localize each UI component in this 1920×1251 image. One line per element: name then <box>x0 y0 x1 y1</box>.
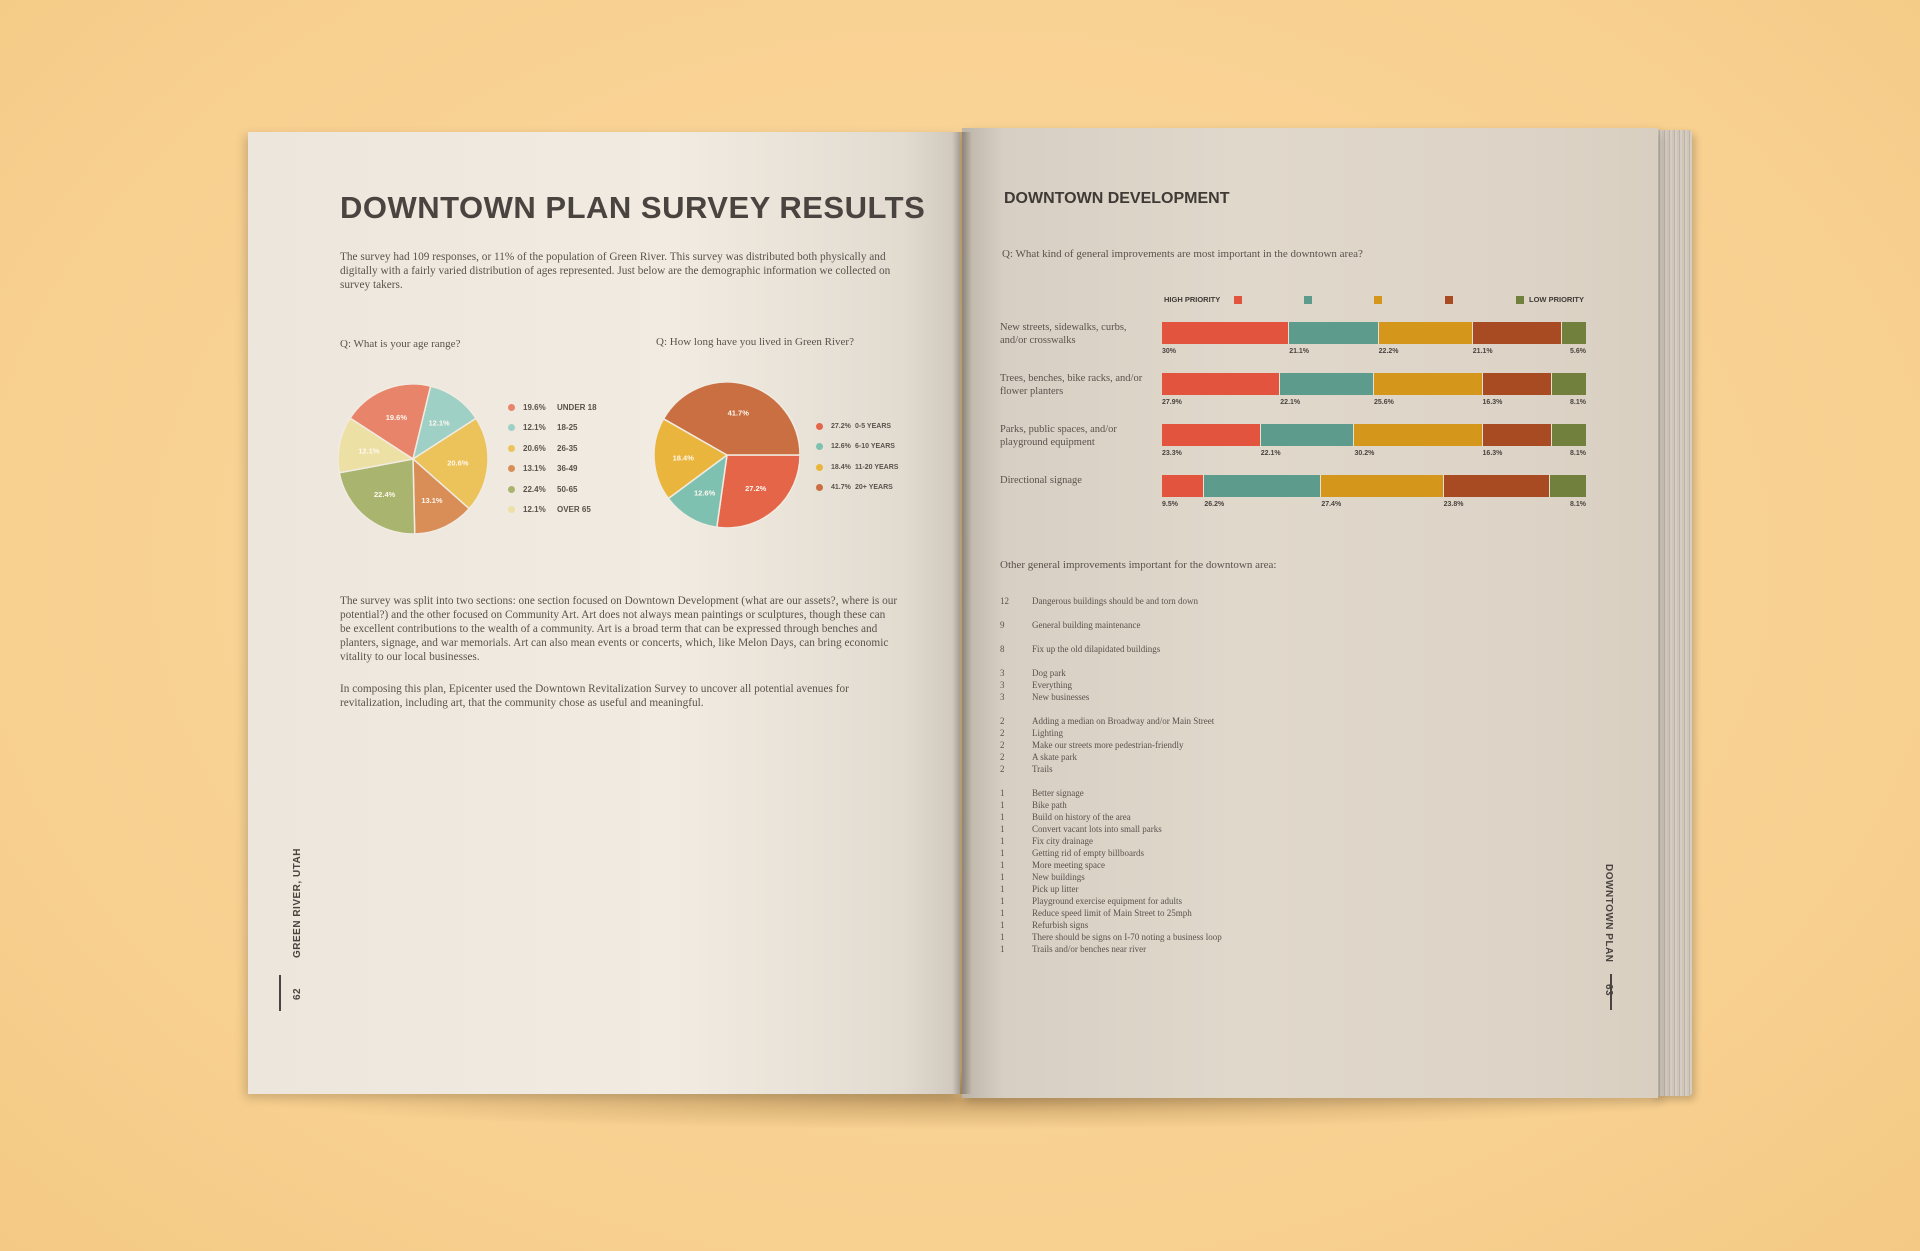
legend-dot <box>508 404 515 411</box>
bar-value-label: 25.6% <box>1374 399 1394 406</box>
list-item <box>1000 907 1222 919</box>
stacked-bar <box>1162 322 1586 344</box>
legend-label: 6-10 YEARS <box>855 443 895 451</box>
list-spacer <box>1000 607 1222 619</box>
list-item-text: Bike path <box>1032 800 1067 810</box>
list-item-count: 2 <box>1000 716 1005 726</box>
page-title: DOWNTOWN PLAN SURVEY RESULTS <box>340 190 926 225</box>
list-item-count: 1 <box>1000 932 1005 942</box>
bar-value-labels <box>1162 348 1586 360</box>
bar-category-line: New streets, sidewalks, curbs, <box>1000 322 1127 333</box>
bar-segment <box>1354 424 1482 446</box>
legend-dot <box>508 424 515 431</box>
legend-high-label: HIGH PRIORITY <box>1164 295 1221 304</box>
legend-dot <box>508 506 515 513</box>
bar-category-label <box>1000 474 1150 487</box>
bar-value-label: 27.4% <box>1321 501 1342 508</box>
list-item <box>1000 751 1222 763</box>
bar-value-labels <box>1162 450 1586 462</box>
improvements-list <box>1000 595 1222 955</box>
list-item-text: General building maintenance <box>1032 620 1141 630</box>
list-item <box>1000 835 1222 847</box>
list-item-count: 1 <box>1000 944 1005 954</box>
list-spacer <box>1000 655 1222 667</box>
list-item-text: A skate park <box>1032 752 1077 762</box>
sections-paragraph <box>340 594 940 664</box>
legend-entry <box>816 457 898 478</box>
footer-section-label: GREEN RIVER, UTAH <box>292 848 303 958</box>
priority-legend <box>1164 295 1584 307</box>
paragraph-line: vitality to our local businesses. <box>340 651 480 663</box>
bar-segment <box>1162 475 1204 497</box>
list-item-count: 1 <box>1000 896 1005 906</box>
paragraph-line: The survey was split into two sections: one section focused on Downtown Development (what are our assets?, where is our <box>340 595 898 607</box>
list-item-text: Everything <box>1032 680 1072 690</box>
paragraph-line: In composing this plan, Epicenter used the Downtown Revitalization Survey to uncover all potential avenues for <box>340 683 849 695</box>
list-item-count: 2 <box>1000 740 1005 750</box>
age-legend <box>508 397 597 520</box>
list-item <box>1000 619 1222 631</box>
bar-category-label <box>1000 372 1150 398</box>
list-spacer <box>1000 631 1222 643</box>
list-item <box>1000 667 1222 679</box>
list-item-text: More meeting space <box>1032 860 1105 870</box>
bar-category-line: Directional signage <box>1000 475 1082 486</box>
legend-entry <box>508 459 597 480</box>
legend-value: 22.4% <box>523 484 546 494</box>
list-item <box>1000 883 1222 895</box>
legend-value: 12.1% <box>523 423 546 433</box>
list-item-count: 12 <box>1000 596 1009 606</box>
list-item <box>1000 715 1222 727</box>
list-item-count: 9 <box>1000 620 1005 630</box>
bar-value-label: 22.1% <box>1280 399 1301 406</box>
list-item-count: 3 <box>1000 692 1005 702</box>
pie-slice-label: 27.2% <box>745 484 767 494</box>
bar-value-label: 5.6% <box>1570 348 1586 355</box>
bar-value-label: 9.5% <box>1162 501 1178 508</box>
bar-value-label: 30% <box>1162 348 1177 355</box>
intro-line: The survey had 109 responses, or 11% of the population of Green River. This survey was distributed both physically and <box>340 251 886 263</box>
methodology-paragraph <box>340 682 940 710</box>
list-item <box>1000 823 1222 835</box>
left-page <box>248 132 960 1094</box>
legend-dot <box>816 484 823 491</box>
bar-value-label: 16.3% <box>1482 399 1503 406</box>
legend-value: 19.6% <box>523 402 546 412</box>
list-item-text: Make our streets more pedestrian-friendly <box>1032 740 1184 750</box>
other-improvements-heading: Other general improvements important for the downtown area: <box>1000 559 1277 571</box>
legend-value: 13.1% <box>523 464 546 474</box>
bar-value-label: 8.1% <box>1570 450 1586 457</box>
intro-paragraph <box>340 250 940 292</box>
residency-legend <box>816 416 898 498</box>
stacked-bar <box>1162 475 1586 497</box>
bar-value-labels <box>1162 399 1586 411</box>
list-item <box>1000 691 1222 703</box>
bar-category-line: playground equipment <box>1000 437 1095 448</box>
legend-dot <box>508 465 515 472</box>
legend-label: OVER 65 <box>557 505 591 515</box>
legend-entry <box>508 438 597 459</box>
bar-segment <box>1552 373 1586 395</box>
pie-slice-label: 19.6% <box>385 413 408 423</box>
page-number: 62 <box>292 987 303 1000</box>
list-item-text: New buildings <box>1032 872 1085 882</box>
list-item <box>1000 847 1222 859</box>
bar-value-label: 23.8% <box>1443 501 1464 508</box>
bar-segment <box>1483 373 1552 395</box>
list-item <box>1000 787 1222 799</box>
list-item-count: 1 <box>1000 824 1005 834</box>
bar-segment <box>1162 322 1289 344</box>
footer-divider <box>279 975 281 1011</box>
legend-value: 12.6% <box>831 443 851 451</box>
bar-value-label: 21.1% <box>1472 348 1493 355</box>
list-item-text: Adding a median on Broadway and/or Main Street <box>1032 716 1215 726</box>
list-item-text: Dog park <box>1032 668 1066 678</box>
list-item-count: 2 <box>1000 752 1005 762</box>
list-item-text: Lighting <box>1032 728 1063 738</box>
right-page <box>962 128 1658 1098</box>
legend-dot <box>816 464 823 471</box>
bar-segment <box>1204 475 1321 497</box>
list-item-count: 1 <box>1000 860 1005 870</box>
list-item <box>1000 919 1222 931</box>
list-item-count: 1 <box>1000 908 1005 918</box>
legend-label: 36-49 <box>557 464 578 474</box>
bar-segment <box>1444 475 1550 497</box>
pie-slice-label: 12.1% <box>428 418 450 428</box>
list-item-count: 1 <box>1000 872 1005 882</box>
list-item-count: 2 <box>1000 728 1005 738</box>
legend-entry <box>508 500 597 521</box>
bar-segment <box>1483 424 1552 446</box>
paragraph-line: revitalization, including art, that the community chose as useful and meaningful. <box>340 697 704 709</box>
footer-section-label: DOWNTOWN PLAN <box>1603 864 1614 963</box>
legend-swatch <box>1304 296 1312 304</box>
list-item <box>1000 895 1222 907</box>
list-item-text: Trails and/or benches near river <box>1032 944 1147 954</box>
pie-slice-label: 12.1% <box>358 446 380 456</box>
legend-label: 50-65 <box>557 484 578 494</box>
pie-slice-label: 13.1% <box>421 495 443 505</box>
list-item-text: Fix up the old dilapidated buildings <box>1032 644 1161 654</box>
page-number: 63 <box>1603 984 1614 997</box>
book-gutter <box>952 132 972 1094</box>
legend-label: 11-20 YEARS <box>855 463 899 471</box>
list-item-text: Trails <box>1032 764 1053 774</box>
list-item <box>1000 739 1222 751</box>
list-item-text: Playground exercise equipment for adults <box>1032 896 1182 906</box>
residency-pie-chart <box>654 382 800 528</box>
legend-dot <box>816 423 823 430</box>
bar-value-label: 21.1% <box>1289 348 1310 355</box>
intro-line: survey takers. <box>340 279 403 291</box>
legend-entry <box>816 437 898 458</box>
pie-slice-label: 20.6% <box>447 458 469 468</box>
bar-value-label: 8.1% <box>1570 501 1586 508</box>
bar-segment <box>1374 373 1483 395</box>
bar-segment <box>1473 322 1562 344</box>
pie-slice-label: 18.4% <box>672 453 694 463</box>
list-item-text: Getting rid of empty billboards <box>1032 848 1144 858</box>
paragraph-line: planters, signage, and war memorials. Art can also mean events or concerts, which, like Melon Days, can bring economic <box>340 637 889 649</box>
list-item-count: 3 <box>1000 680 1005 690</box>
list-item-count: 1 <box>1000 788 1005 798</box>
improvements-question: Q: What kind of general improvements are most important in the downtown area? <box>1002 248 1363 260</box>
bar-segment <box>1562 322 1586 344</box>
bar-value-labels <box>1162 501 1586 513</box>
list-item-count: 1 <box>1000 812 1005 822</box>
list-item-count: 1 <box>1000 920 1005 930</box>
bar-value-label: 16.3% <box>1482 450 1503 457</box>
bar-segment <box>1261 424 1355 446</box>
list-item <box>1000 763 1222 775</box>
list-spacer <box>1000 703 1222 715</box>
list-item-text: Convert vacant lots into small parks <box>1032 824 1162 834</box>
pie-slice-label: 41.7% <box>727 408 749 418</box>
bar-value-label: 26.2% <box>1204 501 1225 508</box>
legend-label: UNDER 18 <box>557 402 597 412</box>
bar-segment <box>1162 424 1261 446</box>
legend-value: 20.6% <box>523 443 546 453</box>
list-item-count: 1 <box>1000 836 1005 846</box>
list-item-text: There should be signs on I-70 noting a business loop <box>1032 932 1222 942</box>
legend-value: 18.4% <box>831 463 851 471</box>
legend-swatch <box>1234 296 1242 304</box>
age-pie-chart <box>338 384 488 534</box>
section-title: DOWNTOWN DEVELOPMENT <box>1004 190 1230 207</box>
legend-entry <box>816 416 898 437</box>
bar-segment <box>1321 475 1443 497</box>
stacked-bar <box>1162 373 1586 395</box>
list-item-text: Better signage <box>1032 788 1084 798</box>
bar-category-line: Trees, benches, bike racks, and/or <box>1000 373 1143 384</box>
list-item-text: Refurbish signs <box>1032 920 1089 930</box>
list-item-count: 1 <box>1000 848 1005 858</box>
list-item <box>1000 799 1222 811</box>
bar-category-label <box>1000 321 1150 347</box>
list-spacer <box>1000 775 1222 787</box>
legend-dot <box>508 445 515 452</box>
list-item <box>1000 859 1222 871</box>
legend-entry <box>508 479 597 500</box>
list-item-text: Fix city drainage <box>1032 836 1093 846</box>
list-item <box>1000 727 1222 739</box>
list-item-text: Reduce speed limit of Main Street to 25mph <box>1032 908 1192 918</box>
bar-category-line: Parks, public spaces, and/or <box>1000 424 1117 435</box>
bar-category-line: and/or crosswalks <box>1000 335 1076 346</box>
bar-value-label: 23.3% <box>1162 450 1182 457</box>
bar-segment <box>1552 424 1586 446</box>
list-item-count: 1 <box>1000 884 1005 894</box>
legend-label: 0-5 YEARS <box>855 422 892 430</box>
legend-entry <box>508 418 597 439</box>
bar-value-label: 22.2% <box>1378 348 1399 355</box>
legend-dot <box>816 443 823 450</box>
legend-swatch <box>1516 296 1524 304</box>
list-item-count: 1 <box>1000 800 1005 810</box>
bar-segment <box>1289 322 1378 344</box>
legend-swatch <box>1445 296 1453 304</box>
bar-segment <box>1280 373 1374 395</box>
residency-question: Q: How long have you lived in Green River? <box>656 336 854 348</box>
legend-value: 41.7% <box>831 484 851 492</box>
list-item <box>1000 931 1222 943</box>
bar-value-label: 8.1% <box>1570 399 1586 406</box>
bar-segment <box>1550 475 1586 497</box>
list-item-text: New businesses <box>1032 692 1090 702</box>
legend-label: 20+ YEARS <box>855 484 893 492</box>
stacked-bar <box>1162 424 1586 446</box>
legend-value: 27.2% <box>831 422 851 430</box>
bar-category-line: flower planters <box>1000 386 1064 397</box>
legend-dot <box>508 486 515 493</box>
page-edges <box>1652 130 1692 1096</box>
legend-value: 12.1% <box>523 505 546 515</box>
legend-label: 26-35 <box>557 443 578 453</box>
list-item <box>1000 679 1222 691</box>
bar-value-label: 27.9% <box>1162 399 1182 406</box>
list-item-text: Build on history of the area <box>1032 812 1131 822</box>
legend-swatch <box>1374 296 1382 304</box>
list-item <box>1000 643 1222 655</box>
legend-entry <box>816 478 898 499</box>
list-item <box>1000 943 1222 955</box>
list-item <box>1000 811 1222 823</box>
list-item-count: 8 <box>1000 644 1005 654</box>
legend-label: 18-25 <box>557 423 578 433</box>
age-question: Q: What is your age range? <box>340 338 461 350</box>
intro-line: digitally with a fairly varied distribution of ages represented. Just below are the demographic information we collected on <box>340 265 891 277</box>
bar-segment <box>1379 322 1473 344</box>
bar-segment <box>1162 373 1280 395</box>
list-item <box>1000 871 1222 883</box>
legend-entry <box>508 397 597 418</box>
list-item-text: Pick up litter <box>1032 884 1079 894</box>
paragraph-line: potential?) and the other focused on Community Art. Art does not always mean paintings or sculptures, though these can <box>340 609 886 621</box>
list-item-count: 2 <box>1000 764 1005 774</box>
list-item-text: Dangerous buildings should be and torn down <box>1032 596 1198 606</box>
bar-value-label: 22.1% <box>1260 450 1281 457</box>
paragraph-line: be excellent contributions to the wealth of a community. Art is a broad term that can be expressed through benches and <box>340 623 878 635</box>
legend-low-label: LOW PRIORITY <box>1529 295 1584 304</box>
bar-value-label: 30.2% <box>1354 450 1375 457</box>
list-item <box>1000 595 1222 607</box>
list-item-count: 3 <box>1000 668 1005 678</box>
pie-slice-label: 22.4% <box>374 489 396 499</box>
bar-category-label <box>1000 423 1150 449</box>
pie-slice-label: 12.6% <box>693 488 716 498</box>
